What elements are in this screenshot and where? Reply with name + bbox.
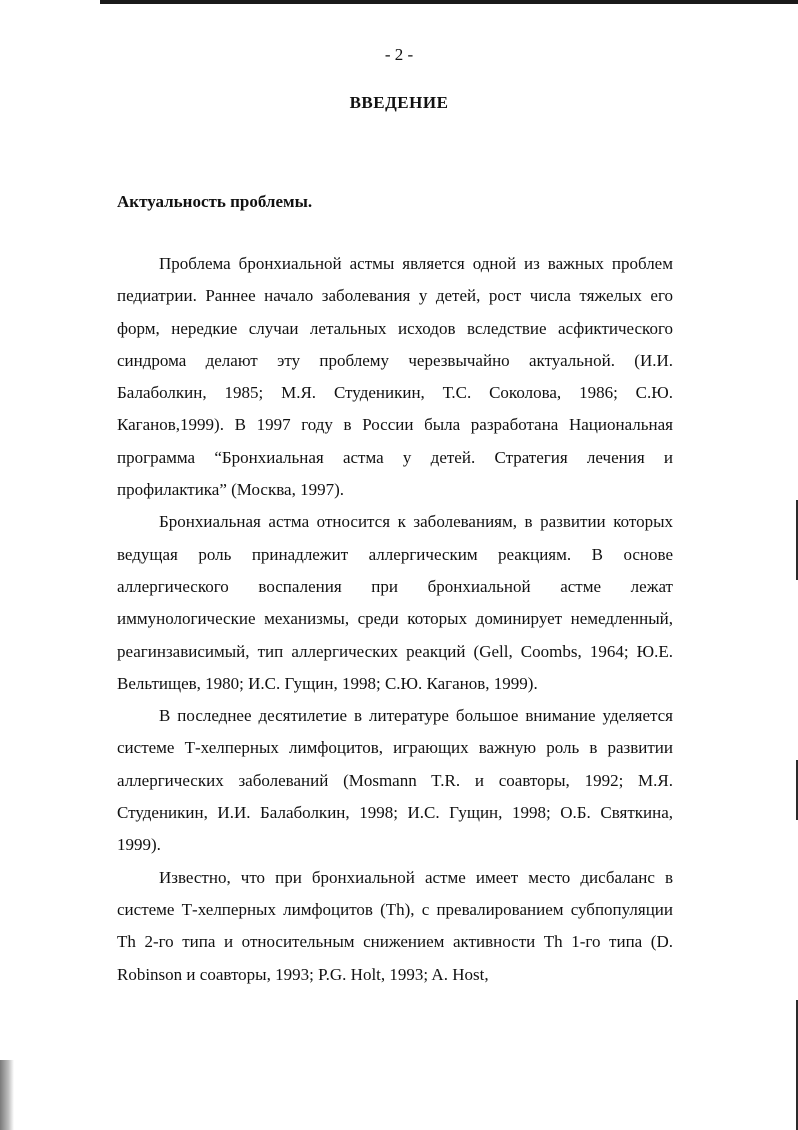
paragraph-1: Проблема бронхиальной астмы является одной из важных проблем педиатрии. Раннее начало заболевания у детей, рост числа тяжелых его форм, нередкие случаи летальных исходов вследствие асфиктического синдрома делают эту проблему черезвычайно актуальной. (И.И. Балаболкин, 1985; М.Я. Студеникин, Т.С. Соколова, 1986; С.Ю. Каганов,1999). В 1997 году в России была разработана Национальная программа “Бронхиальная астма у детей. Стратегия лечения и профилактика” (Москва, 1997).: [117, 254, 673, 500]
paragraph-4: Известно, что при бронхиальной астме имеет место дисбаланс в системе Т-хелперных лимфоцитов (Th), с превалированием субпопуляции Th 2-го типа и относительным снижением активности Th 1-го типа (D. Robinson и соавторы, 1993; P.G. Holt, 1993; A. Host,: [117, 867, 673, 984]
page-number: - 2 -: [384, 45, 414, 64]
scan-top-border: [100, 0, 798, 4]
section-heading: Актуальность проблемы.: [117, 192, 313, 211]
paragraph-2: Бронхиальная астма относится к заболеваниям, в развитии которых ведущая роль принадлежит аллергическим реакциям. В основе аллергического воспаления при бронхиальной астме лежат иммунологические механизмы, среди которых доминирует немедленный, реагинзависимый, тип аллергических реакций (Gell, Coombs, 1964; Ю.Е. Вельтищев, 1980; И.С. Гущин, 1998; С.Ю. Каганов, 1999).: [117, 512, 673, 693]
scan-corner-shadow: [0, 1060, 14, 1130]
paragraph-3: В последнее десятилетие в литературе большое внимание уделяется системе Т-хелперных лимфоцитов, играющих важную роль в развитии аллергических заболеваний (Mosmann T.R. и соавторы, 1992; М.Я. Студеникин, И.И. Балаболкин, 1998; И.С. Гущин, 1998; О.Б. Святкина, 1999).: [117, 706, 673, 855]
body-text: [117, 248, 673, 991]
page-title: ВВЕДЕНИЕ: [349, 93, 449, 112]
